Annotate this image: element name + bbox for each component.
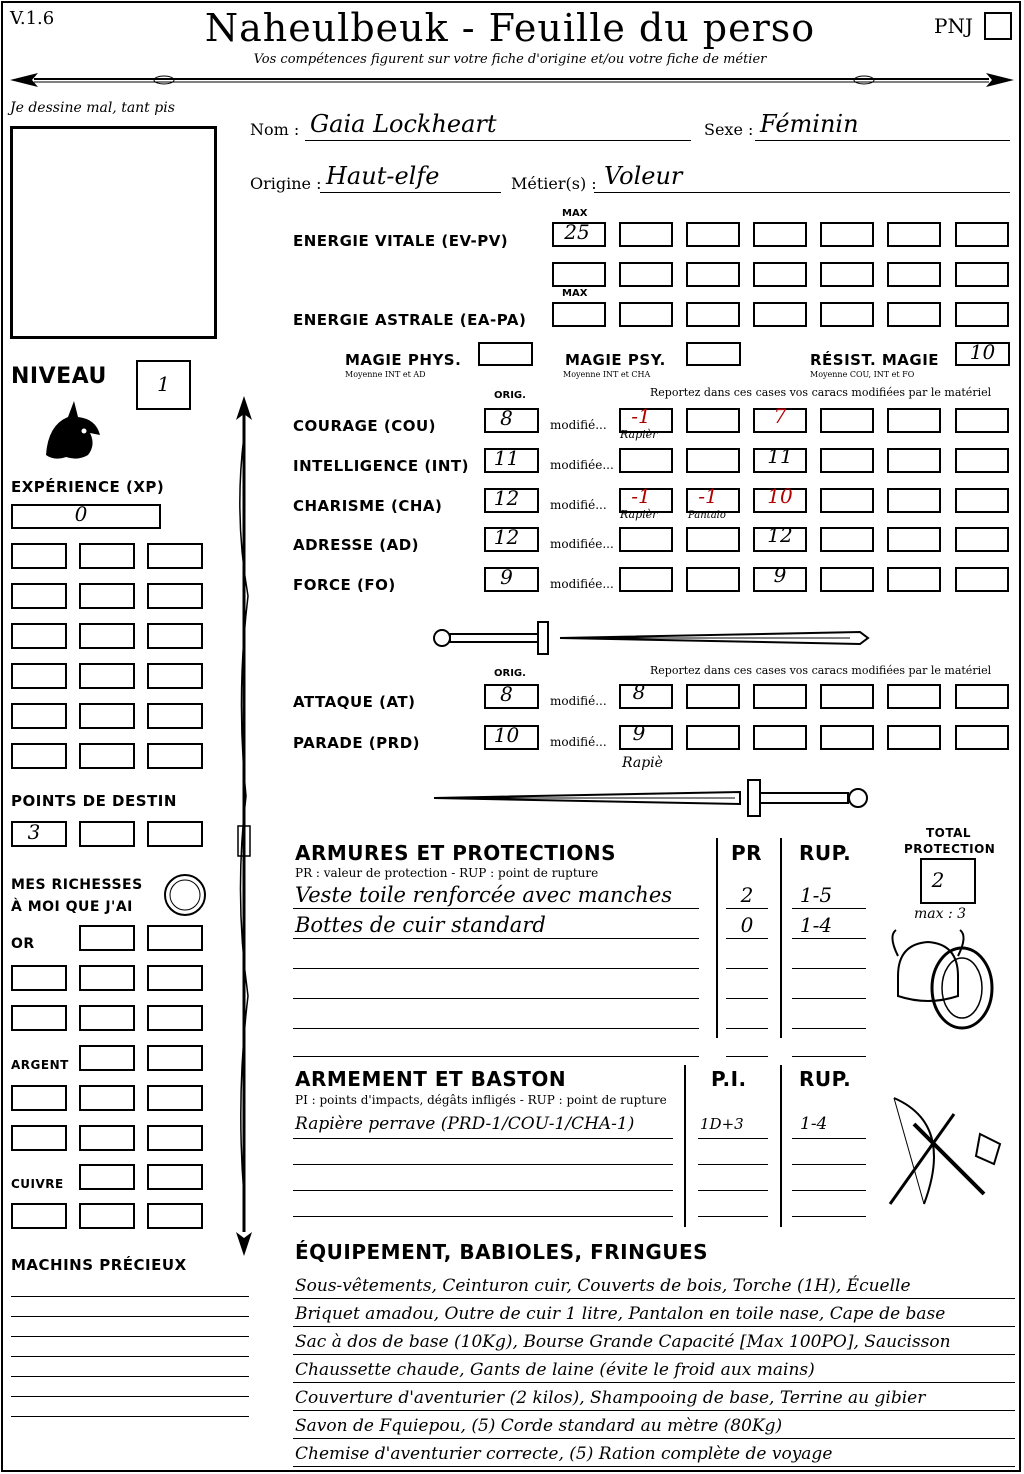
page-title: Naheulbeuk - Feuille du perso [204,6,816,50]
weapon-rup-line[interactable] [792,1164,866,1191]
xp-box[interactable] [147,583,203,609]
cha-mod-2-value: -1 [698,484,718,508]
at-mod-box[interactable] [686,684,740,709]
money-box[interactable] [147,1125,203,1151]
equipment-item: Sac à dos de base (10Kg), Bourse Grande Capacité [Max 100PO], Saucisson [295,1332,951,1352]
weapon-rup-line[interactable] [792,1190,866,1217]
prd-mod-note: Rapiè [622,755,663,771]
prd-mod-box[interactable] [753,725,807,750]
int-orig-value: 11 [493,446,520,470]
at-mod-box[interactable] [955,684,1009,709]
cou-mod-label: modifié... [550,418,607,432]
ev-box[interactable] [686,222,740,247]
cha-label: CHARISME (CHA) [293,497,443,515]
equipment-item: Briquet amadou, Outre de cuir 1 litre, Pantalon en toile nase, Cape de base [295,1304,946,1324]
int-mod-box[interactable] [619,448,673,473]
armor-name: Bottes de cuir standard [295,913,546,937]
armor-name-line[interactable] [293,1030,699,1057]
weapons-title: ARMEMENT ET BASTON [295,1067,567,1091]
xp-box[interactable] [147,743,203,769]
equipment-item: Sous-vêtements, Ceinturon cuir, Couverts de bois, Torche (1H), Écuelle [295,1276,911,1296]
cha-mod-box[interactable] [820,488,874,513]
cha-mod-label: modifié... [550,498,607,512]
int-mod-box[interactable] [820,448,874,473]
or-label: OR [11,936,35,952]
armor-pr-header: PR [731,841,763,865]
weapon-name-line[interactable] [293,1190,673,1217]
armor-pr: 2 [740,883,754,907]
int-label: INTELLIGENCE (INT) [293,457,469,475]
precieux-line[interactable] [11,1336,249,1357]
stats-orig-label: ORIG. [494,390,526,401]
precieux-line[interactable] [11,1396,249,1417]
prd-label: PARADE (PRD) [293,734,421,752]
niveau-label: NIVEAU [11,364,107,389]
int-mod-3-value: 11 [767,444,793,468]
fo-mod-label: modifiée... [550,577,614,591]
money-box[interactable] [147,1045,203,1071]
fo-mod-box[interactable] [619,567,673,592]
weapon-pi: 1D+3 [700,1115,744,1133]
weapons-pi-header: P.I. [711,1067,747,1091]
ev-box[interactable] [887,262,941,287]
cou-mod-box[interactable] [887,408,941,433]
ev-box[interactable] [686,262,740,287]
weapon-rup-line[interactable] [792,1138,866,1165]
destin-box[interactable] [147,821,203,847]
sexe-label: Sexe : [704,120,754,139]
helmet-shield-icon [888,926,998,1032]
xp-box[interactable] [147,543,203,569]
int-mod-box[interactable] [686,448,740,473]
weapon-rup: 1-4 [800,1114,828,1134]
cha-mod-box[interactable] [887,488,941,513]
xp-box[interactable] [11,703,67,729]
money-box[interactable] [11,965,67,991]
cha-mod-1-note: Rapièr [620,508,658,521]
ev-max-label: MAX [562,208,588,219]
total-protection-label: TOTAL [926,826,972,840]
money-box[interactable] [79,1164,135,1190]
cou-mod-1-value: -1 [631,404,651,428]
weapon-name-line[interactable] [293,1164,673,1191]
xp-box[interactable] [79,663,135,689]
armor-rup-line[interactable] [792,1030,866,1057]
richesses-label: MES RICHESSES [11,877,143,893]
armor-pr-line[interactable] [726,972,768,999]
fo-mod-3-value: 9 [773,563,787,587]
prd-mod-box[interactable] [686,725,740,750]
int-mod-box[interactable] [955,448,1009,473]
armor-rup-line[interactable] [792,972,866,999]
coin-icon [162,872,208,918]
niveau-value: 1 [157,372,170,396]
at-mod-box[interactable] [887,684,941,709]
xp-box[interactable] [147,703,203,729]
money-box[interactable] [79,925,135,951]
dragon-icon [40,395,106,465]
precieux-line[interactable] [11,1276,249,1297]
metier-label: Métier(s) : [511,174,597,193]
armor-pr-line[interactable] [726,1002,768,1029]
armor-name-line[interactable] [293,972,699,999]
origine-label: Origine : [250,174,322,193]
at-mod-box[interactable] [820,684,874,709]
cou-label: COURAGE (COU) [293,417,437,435]
xp-box[interactable] [11,583,67,609]
precieux-line[interactable] [11,1356,249,1377]
ea-box[interactable] [552,302,606,327]
sexe-value: Féminin [760,110,859,138]
fo-mod-box[interactable] [887,567,941,592]
sword-icon [430,618,870,658]
armor-note: PR : valeur de protection - RUP : point de rupture [295,866,599,880]
ev-box[interactable] [820,222,874,247]
ad-orig-value: 12 [493,525,520,549]
ev-box[interactable] [820,262,874,287]
armor-pr-line[interactable] [726,942,768,969]
money-box[interactable] [11,1203,67,1229]
ad-mod-box[interactable] [955,527,1009,552]
combat-note: Reportez dans ces cases vos caracs modifiées par le matériel [650,664,992,677]
cou-mod-box[interactable] [955,408,1009,433]
precieux-line[interactable] [11,1316,249,1337]
nom-label: Nom : [250,120,300,139]
weapons-divider [684,1065,686,1227]
ev-box[interactable] [753,222,807,247]
armor-rup-header: RUP. [799,841,852,865]
portrait-caption: Je dessine mal, tant pis [10,100,175,116]
cha-mod-box[interactable] [955,488,1009,513]
int-mod-label: modifiée... [550,458,614,472]
weapon-pi-line[interactable] [698,1138,768,1165]
xp-box[interactable] [11,543,67,569]
money-box[interactable] [147,1164,203,1190]
fo-mod-box[interactable] [955,567,1009,592]
origine-value: Haut-elfe [326,162,440,190]
money-box[interactable] [79,1005,135,1031]
ea-box[interactable] [820,302,874,327]
at-label: ATTAQUE (AT) [293,693,416,711]
sword-icon [430,776,870,820]
resist-magie-note: Moyenne COU, INT et FO [810,370,915,379]
weapons-bundle-icon [884,1094,1004,1214]
weapons-note: PI : points d'impacts, dégâts infligés - RUP : point de rupture [295,1093,667,1107]
cha-mod-3-value: 10 [767,484,793,508]
xp-value: 0 [74,502,88,526]
xp-box[interactable] [79,743,135,769]
money-box[interactable] [147,1005,203,1031]
ad-mod-label: modifiée... [550,537,614,551]
magie-phys-box[interactable] [478,342,533,366]
cha-mod-1-value: -1 [631,484,651,508]
at-mod-label: modifié... [550,694,607,708]
cuivre-label: CUIVRE [11,1177,64,1191]
ad-mod-box[interactable] [619,527,673,552]
richesses-label-2: À MOI QUE J'AI [11,899,133,915]
equipment-item: Couverture d'aventurier (2 kilos), Shampooing de base, Terrine au gibier [295,1388,926,1408]
prd-orig-value: 10 [493,723,520,747]
precieux-line[interactable] [11,1376,249,1397]
armor-name: Veste toile renforcée avec manches [295,883,673,907]
money-box[interactable] [79,1125,135,1151]
weapon-name-line[interactable] [293,1138,673,1165]
ev-box[interactable] [753,262,807,287]
fo-mod-box[interactable] [686,567,740,592]
total-protection-label-2: PROTECTION [904,842,996,856]
ev-max-value: 25 [564,220,590,244]
xp-box[interactable] [79,623,135,649]
cou-mod-box[interactable] [820,408,874,433]
weapons-divider [780,1065,782,1227]
destin-value: 3 [27,820,41,844]
equipment-item: Chaussette chaude, Gants de laine (évite le froid aux mains) [295,1360,815,1380]
precieux-label: MACHINS PRÉCIEUX [11,1256,187,1274]
stats-note: Reportez dans ces cases vos caracs modifiées par le matériel [650,386,992,399]
ad-mod-box[interactable] [686,527,740,552]
xp-box[interactable] [147,623,203,649]
cou-orig-value: 8 [500,406,513,430]
equipment-item: Savon de Fquiepou, (5) Corde standard au mètre (80Kg) [295,1416,783,1436]
xp-box[interactable] [11,663,67,689]
xp-box[interactable] [11,623,67,649]
xp-box[interactable] [79,543,135,569]
total-protection-value: 2 [931,868,945,892]
prd-mod-1-value: 9 [632,721,646,745]
money-box[interactable] [79,1085,135,1111]
cha-orig-value: 12 [493,486,520,510]
money-box[interactable] [11,1125,67,1151]
money-box[interactable] [11,1085,67,1111]
xp-box[interactable] [11,743,67,769]
money-box[interactable] [147,1085,203,1111]
cou-mod-box[interactable] [686,408,740,433]
money-box[interactable] [79,965,135,991]
ev-label: ENERGIE VITALE (EV-PV) [293,232,509,250]
money-box[interactable] [147,925,203,951]
armor-divider [780,838,782,1038]
xp-box[interactable] [147,663,203,689]
ea-box[interactable] [887,302,941,327]
xp-label: EXPÉRIENCE (XP) [11,478,165,496]
fo-label: FORCE (FO) [293,576,396,594]
version-label: V.1.6 [10,8,55,29]
destin-label: POINTS DE DESTIN [11,792,177,810]
nom-value: Gaia Lockheart [310,110,497,138]
precieux-line[interactable] [11,1296,249,1317]
ea-max-label: MAX [562,288,588,299]
page-subtitle: Vos compétences figurent sur votre fiche d'origine et/ou votre fiche de métier [253,52,767,67]
magie-psy-label: MAGIE PSY. [565,351,666,369]
ad-mod-3-value: 12 [767,523,793,547]
weapons-rup-header: RUP. [799,1067,852,1091]
ev-box[interactable] [887,222,941,247]
xp-box[interactable] [79,583,135,609]
magie-psy-box[interactable] [686,342,741,366]
argent-label: ARGENT [11,1058,69,1072]
armor-rup-line[interactable] [792,1002,866,1029]
resist-magie-label: RÉSIST. MAGIE [810,351,940,369]
combat-orig-label: ORIG. [494,668,526,679]
armor-pr: 0 [740,913,754,937]
pnj-label: PNJ [934,14,973,38]
cha-mod-2-note: Pantalo [688,510,726,521]
fo-mod-box[interactable] [820,567,874,592]
prd-mod-box[interactable] [820,725,874,750]
money-box[interactable] [11,1005,67,1031]
armor-name-line[interactable] [293,1002,699,1029]
prd-mod-box[interactable] [887,725,941,750]
magie-phys-label: MAGIE PHYS. [345,351,462,369]
armor-name-line[interactable] [293,942,699,969]
equipment-item: Chemise d'aventurier correcte, (5) Ration complète de voyage [295,1444,833,1464]
ev-box[interactable] [619,222,673,247]
ea-label: ENERGIE ASTRALE (EA-PA) [293,311,527,329]
at-mod-1-value: 8 [632,680,646,704]
spear-icon [226,396,262,1256]
money-box[interactable] [147,965,203,991]
ev-box[interactable] [955,222,1009,247]
cou-mod-1-note: Rapièr [620,428,658,441]
ea-box[interactable] [619,302,673,327]
at-orig-value: 8 [500,682,513,706]
money-box[interactable] [79,1045,135,1071]
ea-box[interactable] [753,302,807,327]
money-box[interactable] [79,1203,135,1229]
ea-box[interactable] [686,302,740,327]
weapon-pi-line[interactable] [698,1190,768,1217]
armor-rup: 1-5 [799,883,833,907]
ad-mod-box[interactable] [820,527,874,552]
equipment-title: ÉQUIPEMENT, BABIOLES, FRINGUES [295,1240,709,1264]
armor-rup-line[interactable] [792,942,866,969]
armor-pr-line[interactable] [726,1030,768,1057]
cou-mod-3-value: 7 [773,404,787,428]
max-protection-note: max : 3 [914,906,967,922]
weapon-name: Rapière perrave (PRD-1/COU-1/CHA-1) [295,1114,635,1134]
fo-orig-value: 9 [500,565,513,589]
destin-box[interactable] [79,821,135,847]
weapon-pi-line[interactable] [698,1164,768,1191]
at-mod-box[interactable] [753,684,807,709]
armor-divider [716,838,718,1038]
ev-box[interactable] [619,262,673,287]
armor-rup: 1-4 [799,913,833,937]
xp-box[interactable] [79,703,135,729]
prd-mod-box[interactable] [955,725,1009,750]
portrait-box[interactable] [10,126,217,339]
resist-magie-value: 10 [969,340,996,364]
magie-psy-note: Moyenne INT et CHA [563,370,651,379]
ev-box[interactable] [552,262,606,287]
money-box[interactable] [147,1203,203,1229]
ea-box[interactable] [955,302,1009,327]
armor-title: ARMURES ET PROTECTIONS [295,841,616,865]
pnj-checkbox[interactable] [984,12,1012,40]
ad-label: ADRESSE (AD) [293,536,420,554]
spear-divider-icon [4,66,1018,92]
int-mod-box[interactable] [887,448,941,473]
ev-box[interactable] [955,262,1009,287]
prd-mod-label: modifié... [550,735,607,749]
ad-mod-box[interactable] [887,527,941,552]
metier-value: Voleur [604,162,683,190]
magie-phys-note: Moyenne INT et AD [345,370,426,379]
